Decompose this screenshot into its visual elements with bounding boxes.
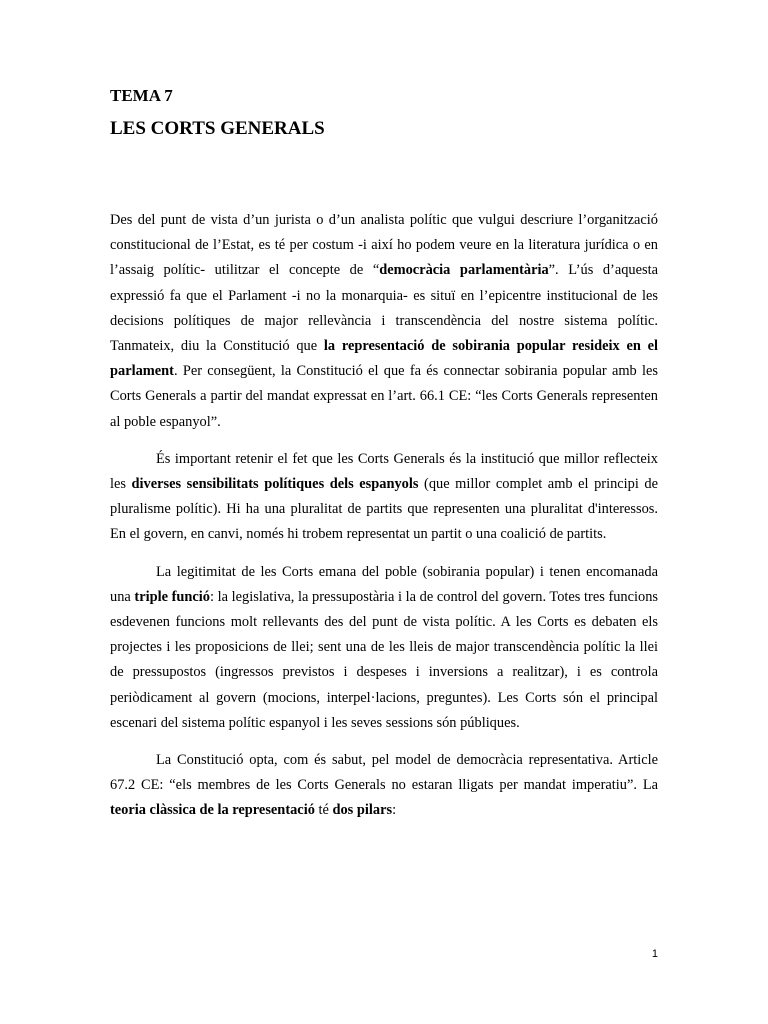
- paragraph-3-bold-1: triple funció: [134, 588, 211, 605]
- paragraph-1: [110, 208, 658, 435]
- page-title: LES CORTS GENERALS: [110, 118, 325, 139]
- paragraph-3-text-1: La legitimitat de les Corts emana del poble (sobirania popular) i tenen encomanada una: [110, 563, 658, 605]
- page-number: 1: [651, 948, 658, 960]
- paragraph-1-text-1: Des del punt de vista d’un jurista o d’un analista polític que vulgui descriure l’organització constitucional de l’Estat, es té per costum -i així ho podem veure en la literatura jurídica o en l’assaig polític- utilitzar el concepte de “: [110, 212, 658, 279]
- paragraph-4-text-1: La Constitució opta, com és sabut, pel model de democràcia representativa. Article 67.2 CE: “els membres de les Corts Generals no estaran lligats per mandat imperatiu”. La: [110, 752, 658, 794]
- paragraph-2: [110, 447, 658, 548]
- paragraph-4-text-3: :: [392, 802, 397, 819]
- paragraph-2-text-2: (que millor complet amb el principi de pluralisme polític). Hi ha una pluralitat de partits que representen una pluralitat d'interessos. En el govern, en canvi, només hi trobem representat un partit o una coalició de partits.: [110, 476, 658, 543]
- paragraph-2-bold-1: diverses sensibilitats polítiques dels espanyols: [131, 476, 419, 493]
- paragraph-4-text-2: té: [314, 802, 333, 819]
- document-header: [110, 84, 325, 142]
- topic-number: TEMA 7: [110, 86, 173, 105]
- document-body: [110, 208, 658, 836]
- paragraph-1-text-3: . Per consegüent, la Constitució el que fa és connectar sobirania popular amb les Corts Generals a partir del mandat expressat en l’art. 66.1 CE: “les Corts Generals representen al poble espanyol”.: [110, 363, 658, 430]
- paragraph-1-text-2: ”. L’ús d’aquesta expressió fa que el Parlament -i no la monarquia- es situï en l’epicentre institucional de les decisions polítiques de major rellevància i transcendència del nostre sistema polític. Tanmateix, diu la Constitució que: [110, 262, 659, 355]
- paragraph-2-text-1: És important retenir el fet que les Corts Generals és la institució que millor reflecteix les: [110, 450, 658, 493]
- paragraph-3-text-2: : la legislativa, la pressupostària i la de control del govern. Totes tres funcions esdevenen funcions molt rellevants des del punt de vista polític. A les Corts es debaten els projectes i les proposicions de llei; sent una de les lleis de major transcendència polític la llei de pressupostos (ingressos previstos i despeses i inversions a realitzar), i es controla periòdicament al govern (mocions, interpel·lacions, preguntes). Les Corts són el principal escenari del sistema polític espanyol i les seves sessions són públiques.: [110, 588, 659, 731]
- paragraph-1-bold-2: la representació de sobirania popular resideix en el parlament: [110, 338, 658, 380]
- paragraph-4-bold-1: teoria clàssica de la representació: [110, 802, 315, 819]
- paragraph-1-bold-1: democràcia parlamentària: [379, 262, 549, 279]
- paragraph-4: [110, 748, 658, 824]
- paragraph-4-bold-2: dos pilars: [332, 802, 393, 819]
- paragraph-3: [110, 560, 658, 736]
